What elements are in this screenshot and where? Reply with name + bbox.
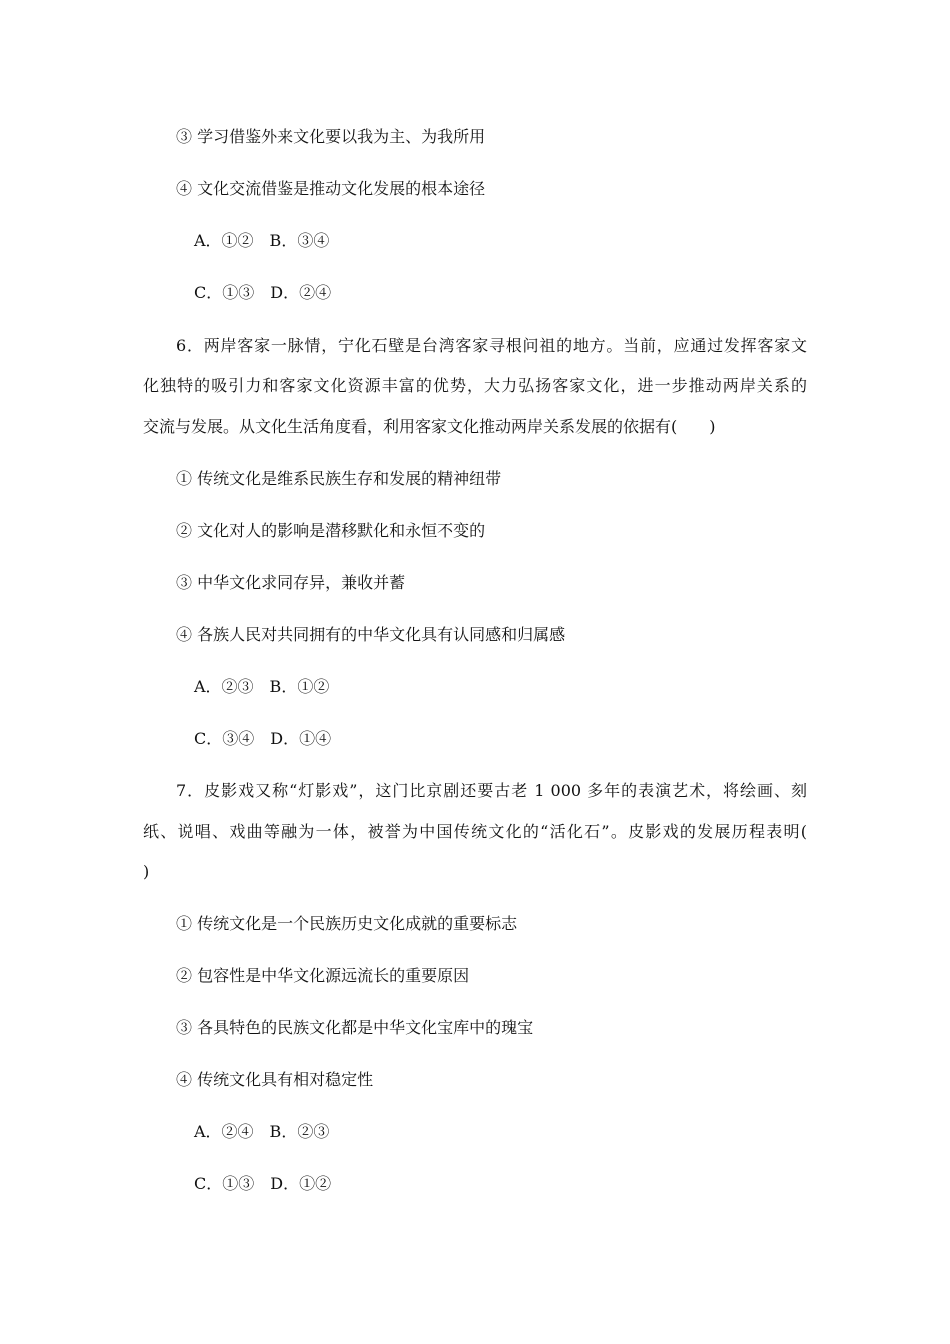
answer-choices-ab-q6: A．②③ B．①② — [194, 677, 330, 696]
option-4-q5: ④ 文化交流借鉴是推动文化发展的根本途径 — [176, 179, 486, 198]
option-4-q7: ④ 传统文化具有相对稳定性 — [176, 1070, 374, 1089]
answer-choices-ab-q5: A．①② B．③④ — [194, 231, 330, 250]
answer-choices-ab-q7: A．②④ B．②③ — [194, 1122, 330, 1141]
option-3-q7: ③ 各具特色的民族文化都是中华文化宝库中的瑰宝 — [176, 1018, 534, 1037]
option-1-q6: ① 传统文化是维系民族生存和发展的精神纽带 — [176, 469, 502, 488]
option-1-q7: ① 传统文化是一个民族历史文化成就的重要标志 — [176, 914, 518, 933]
question-7-line-1: 7．皮影戏又称“灯影戏”，这门比京剧还要古老 1 000 多年的表演艺术，将绘画、刻 — [176, 781, 807, 800]
answer-choices-cd-q7: C．①③ D．①② — [194, 1174, 332, 1193]
option-3-q6: ③ 中华文化求同存异，兼收并蓄 — [176, 573, 406, 592]
option-2-q6: ② 文化对人的影响是潜移默化和永恒不变的 — [176, 521, 486, 540]
answer-choices-cd-q5: C．①③ D．②④ — [194, 283, 332, 302]
question-6-line-3: 交流与发展。从文化生活角度看，利用客家文化推动两岸关系发展的依据有( ) — [143, 417, 716, 436]
question-7-line-3: ) — [143, 862, 150, 881]
option-3-q5: ③ 学习借鉴外来文化要以我为主、为我所用 — [176, 127, 486, 146]
question-7-line-2: 纸、说唱、戏曲等融为一体，被誉为中国传统文化的“活化石”。皮影戏的发展历程表明( — [143, 822, 807, 841]
question-6-line-1: 6．两岸客家一脉情，宁化石壁是台湾客家寻根问祖的地方。当前，应通过发挥客家文 — [176, 336, 807, 355]
question-6-line-2: 化独特的吸引力和客家文化资源丰富的优势，大力弘扬客家文化，进一步推动两岸关系的 — [143, 376, 807, 395]
option-4-q6: ④ 各族人民对共同拥有的中华文化具有认同感和归属感 — [176, 625, 566, 644]
answer-choices-cd-q6: C．③④ D．①④ — [194, 729, 332, 748]
option-2-q7: ② 包容性是中华文化源远流长的重要原因 — [176, 966, 470, 985]
